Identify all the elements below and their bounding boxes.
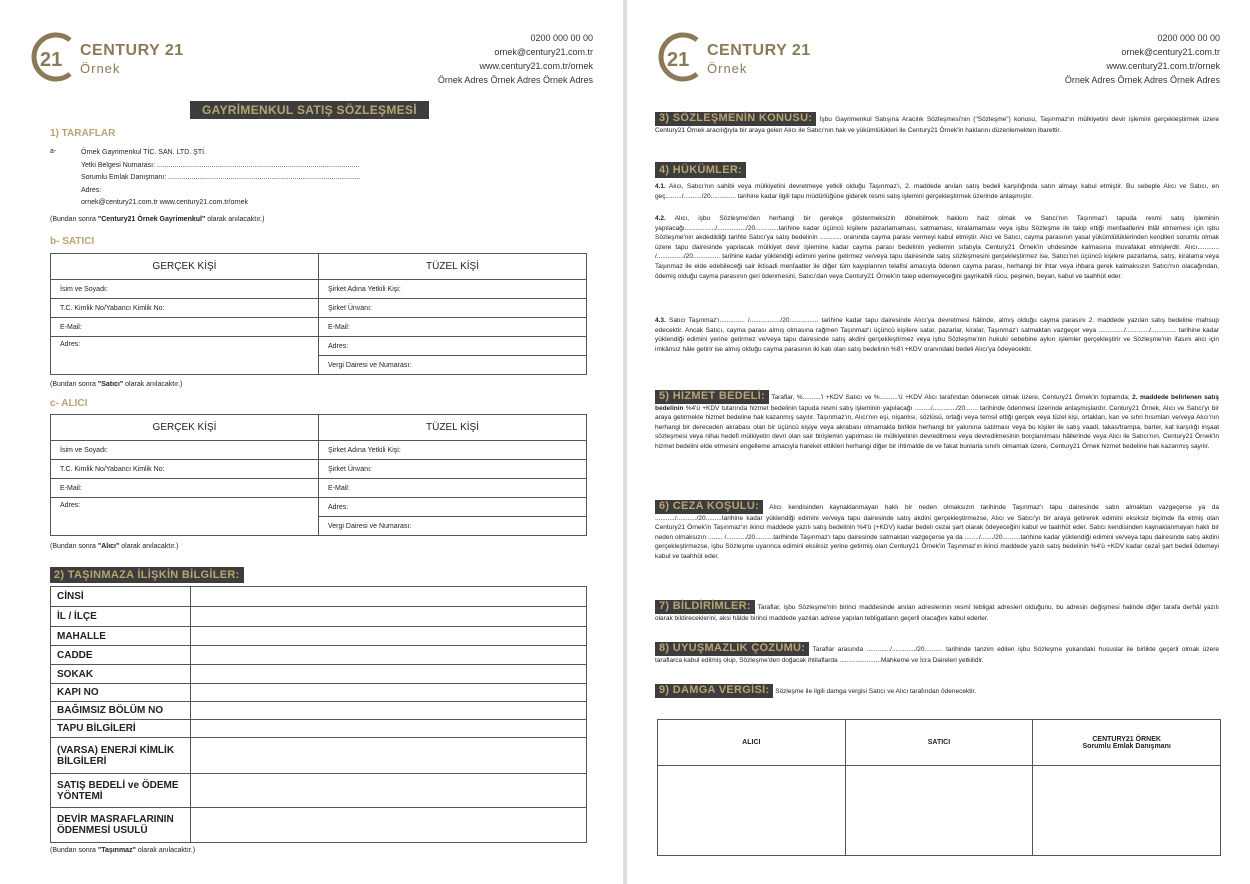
seller-company-rep-field[interactable]: Şirket Adına Yetkili Kişi: <box>319 280 587 299</box>
address: Örnek Adres Örnek Adres Örnek Adres <box>1064 75 1220 85</box>
section-konusu: 3) SÖZLEŞMENİN KONUSU: <box>655 112 816 126</box>
seller-note: (Bundan sonra "Satıcı" olarak anılacaktır.) <box>50 381 183 388</box>
buyer-company-email-field[interactable]: E-Mail: <box>319 479 587 498</box>
email: ornek@century21.com.tr <box>1121 47 1220 57</box>
info-value-field[interactable] <box>191 587 587 607</box>
sig-field-alici[interactable] <box>658 766 846 856</box>
signature-table <box>657 719 1221 856</box>
party-a-lines <box>81 147 361 210</box>
address: Örnek Adres Örnek Adres Örnek Adres <box>437 75 593 85</box>
seller-company-address-field[interactable]: Adres: <box>319 337 587 356</box>
brand-name: CENTURY 21 <box>707 42 811 59</box>
left-page <box>0 0 623 884</box>
century21-logo <box>657 30 827 86</box>
buyer-table <box>50 414 587 536</box>
buyer-id-field[interactable]: T.C. Kimlik No/Yabancı Kimlik No: <box>51 460 319 479</box>
party-a-address: Adres: <box>81 186 102 194</box>
party-a-contact: ornek@century21.com.tr www.century21.com.tr/ornek <box>81 199 249 206</box>
buyer-note: (Bundan sonra "Alıcı" olarak anılacaktır.) <box>50 543 179 550</box>
century21-logo <box>30 30 200 86</box>
website: www.century21.com.tr/ornek <box>479 61 593 71</box>
info-label: MAHALLE <box>51 627 191 646</box>
sig-field-satici[interactable] <box>845 766 1033 856</box>
seller-id-field[interactable]: T.C. Kimlik No/Yabancı Kimlik No: <box>51 299 319 318</box>
info-label: CİNSİ <box>51 587 191 607</box>
info-label: DEVİR MASRAFLARININ ÖDENMESİ USULÜ <box>51 808 191 843</box>
seller-address-field[interactable]: Adres: <box>51 337 319 375</box>
section-satici: b- SATICI <box>50 236 95 247</box>
buyer-company-address-field[interactable]: Adres: <box>319 498 587 517</box>
seller-name-field[interactable]: İsim ve Soyadı: <box>51 280 319 299</box>
clause-9: 9) DAMGA VERGİSİ: Sözleşme ile ilgili damga vergisi Satıcı ve Alıcı tarafından ödenecektir. <box>655 684 1219 698</box>
seller-company-email-field[interactable]: E-Mail: <box>319 318 587 337</box>
brand-name: CENTURY 21 <box>80 42 184 59</box>
info-label: TAPU BİLGİLERİ <box>51 720 191 738</box>
section-hukumler-wrap <box>655 160 746 178</box>
party-a-license: Yetki Belgesi Numarası: ........................................................................................................ <box>81 161 360 169</box>
doc-title: GAYRİMENKUL SATIŞ SÖZLEŞMESİ <box>190 101 429 119</box>
section-hizmet-bedeli: 5) HİZMET BEDELİ: <box>655 390 769 404</box>
phone: 0200 000 00 00 <box>1157 33 1220 43</box>
info-label: SOKAK <box>51 665 191 684</box>
century21-seal-icon <box>657 30 703 84</box>
info-value-field[interactable] <box>191 720 587 738</box>
section-ceza-kosulu: 6) CEZA KOŞULU: <box>655 500 763 514</box>
clause-4-2: 4.2. Alıcı, işbu Sözleşme'den herhangi bir gerekçe göstermeksizin dönebilmek hakkını haiz olmak ve Satıcı'nın Taşınmaz'ı tapuda resmi satış işleminin yapılacağı................./................/20.............tarihine kadar üçüncü kişilere pazarlamaması, satmaması, kiralamaması veya işbu Sözleşme ile takip ettiği menfaatlerini ihlâl etmemesi için işbu Sözleşme'nin akdedildiği tarihte Satıcı'ya satış bedelinin ............ oranında cayma parası vermeyi kabul etmiştir. Alıcı ve Satıcı, cayma parasının yasal yükümlülüklerinden kendileri sorumlu olmak üzere tapu dairesinde yapılacak mülkiyet devir işlemine kadar cayma parası bedelinin yediemin sıfatıyla Century21 Örnek'in uhdesinde kalmasına muvafakat etmişlerdir. Alıcı............ /.............../20............... tarihine kadar yüklendiği edimini yerine getirmez ve/veya tapu dairesinde satış sözleşmesini gerçekleştirmez ise, Satıcı'nın üçüncü kişilere pazarlama, satış, kiralama veya Taşınmaz ile elde edebileceği sair iktisadi menfaatler ile diğer tüm kayıplarının telafisi amacıyla ödenen cayma parası, herhangi bir ihtar veya ihbara gerek kalmaksızın Satıcı'nın olacağından, ödemiş olduğu cayma parasının geri ödenmesini, Satıcı'dan veya Century21 Örnek'in talep edemeyeceğini gayrikabili rücu, peşinen, beyan, kabul ve taahhüt eder. <box>655 215 1219 280</box>
seller-company-title-field[interactable]: Şirket Ünvanı: <box>319 299 587 318</box>
section-tasinmaz-wrap <box>50 565 244 583</box>
section-alici: c- ALICI <box>50 398 88 409</box>
seller-gercek-header: GERÇEK KİŞİ <box>51 254 319 280</box>
section-uyusmazlik: 8) UYUŞMAZLIK ÇÖZÜMÜ: <box>655 642 809 656</box>
seller-tuzel-header: TÜZEL KİŞİ <box>319 254 587 280</box>
clause-5: 5) HİZMET BEDELİ: Taraflar, %..........'i +KDV Satıcı ve %..........'ü +KDV Alıcı tarafından ödenecek olmak üzere, Century21 Örnek'in toplamda; 2. maddede belirlenen satış bedelinin %4'ü +KDV tutarında hizmet bedelinin tapuda resmi satış işleminin yapılacağı ........./............./20....... tarihinde ödenmesi üzerinde anlaşmışlardır. Century21 Örnek, Alıcı ve Satıcı'yı bir araya getirmekle hizmet bedeline hak kazanmış sayılır. Taşınmaz'ın, Alıcı'nın eşi, nişanlısı, sözlüsü, ortağı veya temsil ettiği gerçek veya tüzel kişi, ortakları, kan ve sıhri hısımları ve/veya Alıcı'nın herhangi bir dereceden akrabası olan bir üçüncü kişiye veya akrabası olmamakla birlikte herhangi bir yakınına satılması veya bu kişiler ile satış vaadi, takas/trampa, barter, kat karşılığı inşaat sözleşmesi veya nihai hedefi mülkiyetin devri olan sair birişlemin yapılması ile mülkiyetinin devredilmesi veya devredilmesinin borçlanılması hâllerinde veya Alıcı ile Satıcı'nın, Century21 Örnek'in hizmet bedelini elde etmesini engelleme amacıyla hareket ettikleri herhangi diğer bir ihtimalde de ve fakat bunlarla sınırlı olmamak üzere, Century21 Örnek hizmet bedeline hak kazanmış sayılır. <box>655 390 1219 450</box>
section-bildirimler: 7) BİLDİRİMLER: <box>655 600 755 614</box>
info-value-field[interactable] <box>191 774 587 808</box>
buyer-company-rep-field[interactable]: Şirket Adına Yetkili Kişi: <box>319 441 587 460</box>
info-value-field[interactable] <box>191 646 587 665</box>
century21-seal-icon <box>30 30 76 84</box>
clause-4-3: 4.3. Satıcı Taşınmaz'ı.............. /................./20................ tarihine kadar tapu dairesinde Alıcı'ya devretmesi hâlinde, almış olduğu cayma parasını 2. maddede yazılan satış bedeline mahsup edecektir. Ancak Satıcı, cayma parası almış olmasına rağmen Taşınmaz'ı üçüncü kişilere satar, pazarlar, kiralar, Taşınmaz'ı satmaktan vazgeçer veya ............../............./.............. tarihine kadar yüklendiği edimini yerine getirmez ve/veya tapu dairesinde satış akdini gerçekleştirmez veya işbu Sözleşme'nin hukuki sebebine aykırı işlemler gerçekleştirir ve Sözleşme'nin ifasını alıcı için imkânsız hâle getirir ise almış olduğu cayma parasının iki katı olan satış bedelinin %8'i +KDV oranındaki bedeli Alıcı'ya ödeyecektir. <box>655 317 1219 353</box>
buyer-name-field[interactable]: İsim ve Soyadı: <box>51 441 319 460</box>
clause-4-1: 4.1. Alıcı, Satıcı'nın sahibi veya mülkiyetini devretmeye yetkili olduğu Taşınmaz'ı, 2. maddede anılan satış bedeli karşılığında satın almayı kabul etmiştir. Bu sebeple Alıcı ve Satıcı, en geç........./........../20.............. tarihine kadar ilgili tapu müdürlüğüne giderek resmi satış işlemini gerçekleştirmek üzerinde anlaşmıştır. <box>655 183 1220 200</box>
section-tasinmaz: 2) TAŞINMAZA İLİŞKİN BİLGİLER: <box>50 567 244 583</box>
sig-header-c21: CENTURY21 ÖRNEK Sorumlu Emlak Danışmanı <box>1033 720 1221 766</box>
brand-sub: Örnek <box>707 61 748 76</box>
seller-email-field[interactable]: E-Mail: <box>51 318 319 337</box>
buyer-tuzel-header: TÜZEL KİŞİ <box>319 415 587 441</box>
sig-field-c21[interactable] <box>1033 766 1221 856</box>
website: www.century21.com.tr/ornek <box>1106 61 1220 71</box>
party-a-name: Örnek Gayrimenkul TİC. SAN. LTD. ŞTİ. <box>81 149 206 156</box>
property-note: (Bundan sonra "Taşınmaz" olarak anılacaktır.) <box>50 847 196 854</box>
party-a-label: a- <box>50 148 57 155</box>
doc-title-wrap <box>190 101 429 119</box>
buyer-company-title-field[interactable]: Şirket Ünvanı: <box>319 460 587 479</box>
info-label: CADDE <box>51 646 191 665</box>
party-a-agent: Sorumlu Emlak Danışmanı: ................................................................................................... <box>81 174 361 181</box>
info-label: KAPI NO <box>51 684 191 702</box>
info-value-field[interactable] <box>191 665 587 684</box>
clause-8: 8) UYUŞMAZLIK ÇÖZÜMÜ: Taraflar arasında ............./............./20.......... tarihinde tanzim edilen işbu Sözleşme yukarıdaki hususlar ile birlikte geçerli olmak üzere taraflarca kabul edilmiş olup, Sözleşme'den doğacak ihtilaflarda .......................Mahkeme ve İcra Daireleri yetkilidir. <box>655 642 1219 664</box>
sig-header-alici: ALICI <box>658 720 846 766</box>
contact-block <box>1065 31 1220 87</box>
info-value-field[interactable] <box>191 627 587 646</box>
clause-7: 7) BİLDİRİMLER: Taraflar, işbu Sözleşme'nin birinci maddesinde anılan adreslerinin resmî tebligat adresleri olduğunu, bu adresin değişmesi halinde diğer tarafa derhâl yazılı olarak bildireceklerini, aksi hâlde birinci maddede yazılan adrese yapılan tebligatların geçerli olacağını kabul ederler. <box>655 600 1219 622</box>
party-a-note: (Bundan sonra "Century21 Örnek Gayrimenkul" olarak anılacaktır.) <box>50 216 265 223</box>
info-label: İL / İLÇE <box>51 607 191 627</box>
email: ornek@century21.com.tr <box>494 47 593 57</box>
svg-text:21: 21 <box>40 49 63 71</box>
section-damga-vergisi: 9) DAMGA VERGİSİ: <box>655 684 773 698</box>
buyer-tax-field[interactable]: Vergi Dairesi ve Numarası: <box>319 517 587 536</box>
clause-3 <box>655 112 1219 135</box>
phone: 0200 000 00 00 <box>530 33 593 43</box>
buyer-email-field[interactable]: E-Mail: <box>51 479 319 498</box>
property-info-table <box>50 586 587 843</box>
info-value-field[interactable] <box>191 702 587 720</box>
contact-block <box>438 31 593 87</box>
info-label: SATIŞ BEDELİ ve ÖDEME YÖNTEMİ <box>51 774 191 808</box>
info-value-field[interactable] <box>191 738 587 774</box>
svg-text:21: 21 <box>667 49 690 71</box>
clause-6: 6) CEZA KOŞULU: Alıcı kendisinden kaynaklanmayan haklı bir neden olmaksızın tarihinde Taşınmaz'ı tapu dairesinde satın almaktan vazgeçerse ya da .........../.........../20.........tarihine kadar yüklendiği edimini ve/veya tapu dairesinde satış akdini gerçekleştirmezse, Alıcı ve Satıcı'yı bir araya getirerek edimini eksiksiz biçimde ifa etmiş olan Century21 Örnek'in Taşınmaz'ın ikinci maddede yazılı satış bedelinin %4'ü (+KDV) kadar bedeli cezai şart olarak ödeyeceğini kabul ve taahhüt eder. Satıcı kendisinden kaynaklanmayan haklı bir neden olmaksızın ........ /.........../20..........tarihinde Taşınmaz'ı tapu dairesinde satmaktan vazgeçerse ya da ......../......./20..........tarihine kadar yüklendiği edimini ve/veya tapu dairesinde satış akdini gerçekleştirmezse, işbu Sözleşme uyarınca edimini eksiksiz yerine getirmiş olan Century21 Örnek'in Taşınmaz'ın ikinci maddede yazılı satış bedelinin %4'ü +KDV kadar cezaî şart bedeli ödemeyi kabul ve taahhüt eder. <box>655 500 1219 560</box>
info-value-field[interactable] <box>191 684 587 702</box>
info-value-field[interactable] <box>191 808 587 843</box>
brand-sub: Örnek <box>80 61 121 76</box>
buyer-gercek-header: GERÇEK KİŞİ <box>51 415 319 441</box>
section-hukumler: 4) HÜKÜMLER: <box>655 162 746 178</box>
seller-table <box>50 253 587 375</box>
section-taraflar: 1) TARAFLAR <box>50 128 116 139</box>
sig-header-satici: SATICI <box>845 720 1033 766</box>
info-label: (VARSA) ENERJİ KİMLİK BİLGİLERİ <box>51 738 191 774</box>
seller-tax-field[interactable]: Vergi Dairesi ve Numarası: <box>319 356 587 375</box>
info-value-field[interactable] <box>191 607 587 627</box>
info-label: BAĞIMSIZ BÖLÜM NO <box>51 702 191 720</box>
buyer-address-field[interactable]: Adres: <box>51 498 319 536</box>
clause-3-text: İşbu Gayrimenkul Satışına Aracılık Sözleşmesi'nin ("Sözleşme") konusu, Taşınmaz'ın mülkiyetini devir işlemini gerçekleştirmek üzere Century21 Örnek aracılığıyla bir araya gelen Alıcı ile Satıcı'nın hak ve yükümlülükleri ile Century21 Örnek'in haklarını düzenlemekten ibarettir. <box>655 116 1219 134</box>
